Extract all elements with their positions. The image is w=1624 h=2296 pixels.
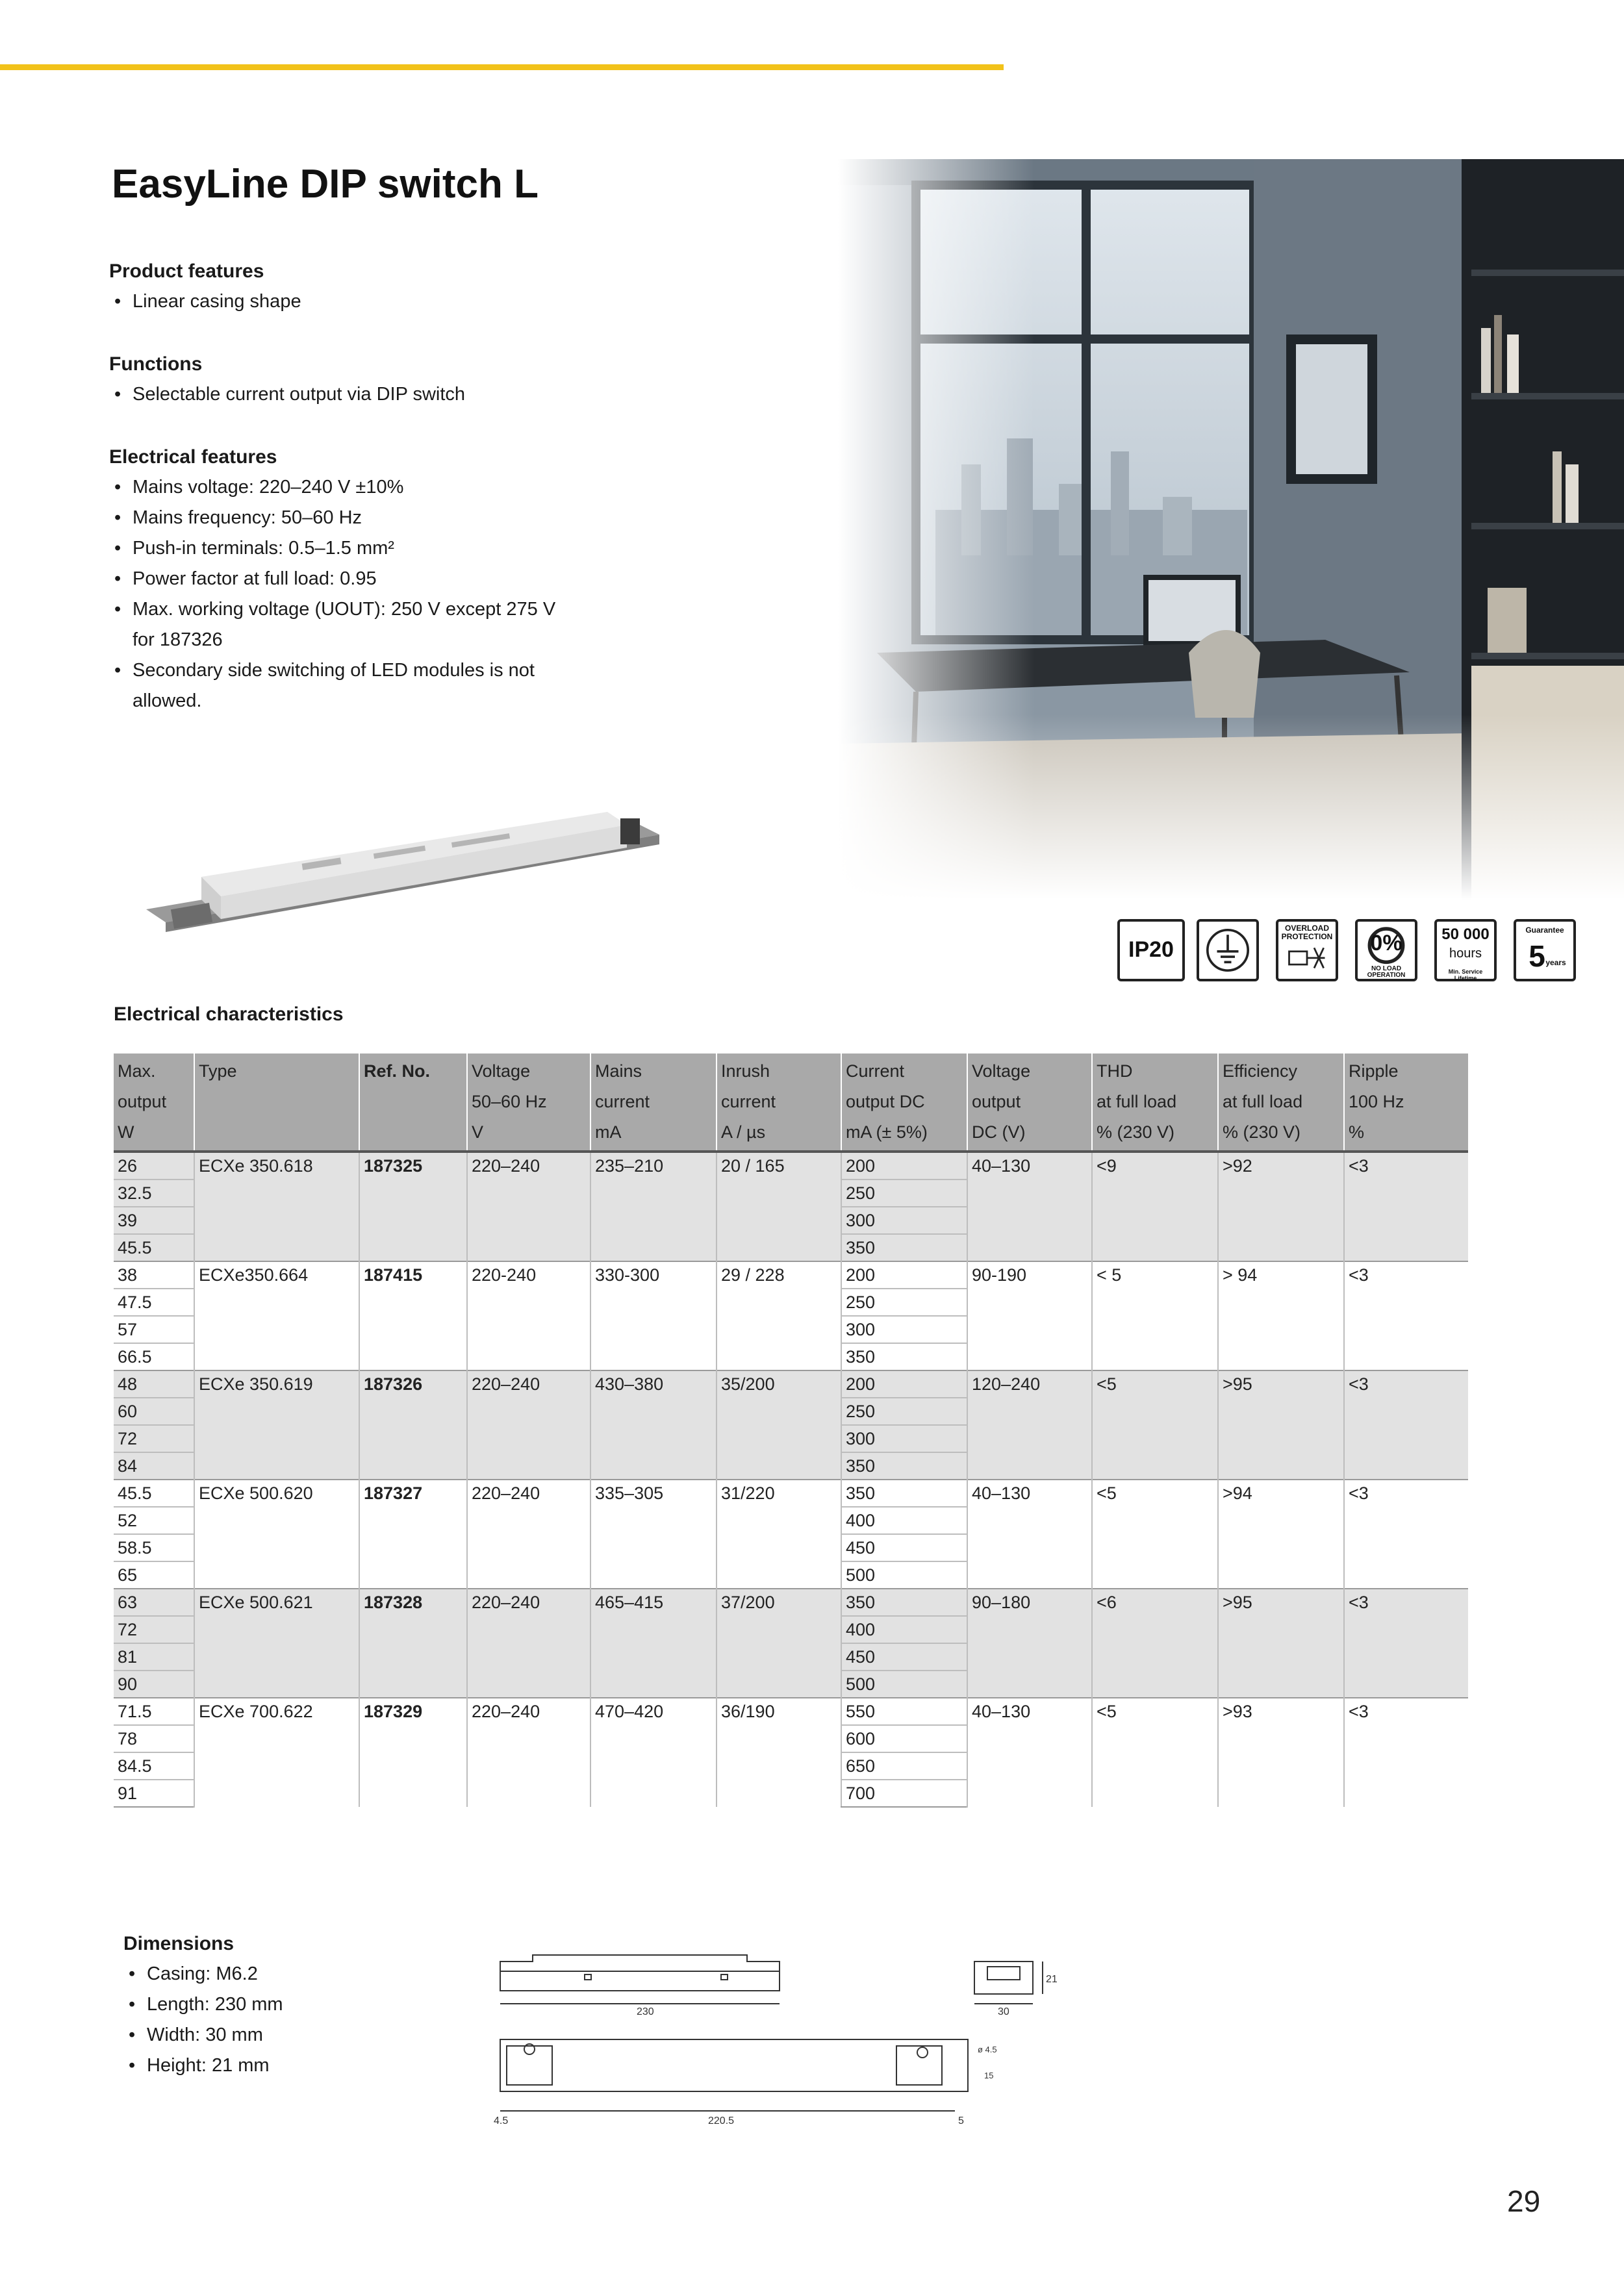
feature-heading: Functions — [109, 353, 203, 375]
voltage-output-cell: 40–130 — [967, 1480, 1092, 1589]
column-header-line: Efficiency — [1223, 1061, 1298, 1081]
voltage-cell: 220–240 — [467, 1152, 590, 1261]
voltage-cell: 220–240 — [467, 1589, 590, 1698]
max-output-cell: 45.5 — [114, 1234, 194, 1261]
ripple-cell: <3 — [1344, 1698, 1468, 1807]
max-output-cell: 58.5 — [114, 1534, 194, 1561]
column-header-line: Type — [199, 1061, 237, 1081]
current-output-cell: 300 — [841, 1425, 967, 1452]
thd-cell: <5 — [1092, 1698, 1218, 1807]
dim-left-offset: 4.5 — [494, 2115, 509, 2126]
mains-current-cell: 335–305 — [590, 1480, 717, 1589]
dim-hole: ø 4.5 — [978, 2045, 997, 2054]
lifetime-note: Min. Service Lifetime — [1448, 968, 1483, 981]
column-header-line: THD — [1097, 1061, 1133, 1081]
table-row — [114, 1589, 1468, 1616]
column-header — [717, 1053, 841, 1152]
ref-number-cell: 187329 — [359, 1698, 467, 1807]
max-output-cell: 81 — [114, 1643, 194, 1671]
column-header-line: mA (± 5%) — [846, 1122, 928, 1142]
feature-item: • Push-in terminals: 0.5–1.5 mm² — [109, 533, 564, 564]
page-number: 29 — [1507, 2184, 1541, 2218]
max-output-cell: 48 — [114, 1370, 194, 1398]
ref-number-cell: 187415 — [359, 1261, 467, 1370]
feature-item: • Secondary side switching of LED modules is not allowed. — [109, 655, 564, 716]
column-header-line: Ripple — [1349, 1061, 1399, 1081]
feature-items — [109, 286, 564, 317]
service-lifetime-icon — [1434, 919, 1497, 981]
column-header-line: % (230 V) — [1223, 1122, 1301, 1142]
column-header — [114, 1053, 194, 1152]
dimension-item: • Length: 230 mm — [123, 1989, 283, 2020]
overload-label-2: PROTECTION — [1281, 932, 1333, 941]
column-header-line: Inrush — [721, 1061, 770, 1081]
max-output-cell: 65 — [114, 1561, 194, 1589]
feature-list — [109, 257, 564, 749]
mains-current-cell: 235–210 — [590, 1152, 717, 1261]
column-header-line: Ref. No. — [364, 1061, 431, 1081]
column-header-line: W — [118, 1122, 134, 1142]
column-header — [590, 1053, 717, 1152]
type-cell: ECXe 500.621 — [194, 1589, 359, 1698]
voltage-output-cell: 40–130 — [967, 1698, 1092, 1807]
current-output-cell: 350 — [841, 1452, 967, 1480]
dim-mount: 220.5 — [708, 2115, 735, 2126]
voltage-cell: 220–240 — [467, 1480, 590, 1589]
current-output-cell: 250 — [841, 1289, 967, 1316]
column-header — [194, 1053, 359, 1152]
feature-heading: Product features — [109, 260, 264, 282]
efficiency-cell: > 94 — [1218, 1261, 1344, 1370]
overload-protection-icon — [1276, 919, 1338, 981]
earth-ground-icon — [1197, 919, 1259, 981]
max-output-cell: 90 — [114, 1671, 194, 1698]
column-header-line: Voltage — [972, 1061, 1031, 1081]
ripple-cell: <3 — [1344, 1480, 1468, 1589]
column-header-line: output DC — [846, 1092, 925, 1111]
column-header-line: mA — [595, 1122, 622, 1142]
type-cell: ECXe350.664 — [194, 1261, 359, 1370]
ripple-cell: <3 — [1344, 1152, 1468, 1261]
thd-cell: <9 — [1092, 1152, 1218, 1261]
max-output-cell: 84 — [114, 1452, 194, 1480]
type-cell: ECXe 500.620 — [194, 1480, 359, 1589]
lifetime-value: 50 000 — [1441, 926, 1490, 943]
inrush-current-cell: 36/190 — [717, 1698, 841, 1807]
mains-current-cell: 430–380 — [590, 1370, 717, 1480]
inrush-current-cell: 35/200 — [717, 1370, 841, 1480]
feature-item: • Selectable current output via DIP switch — [109, 379, 564, 410]
current-output-cell: 700 — [841, 1780, 967, 1807]
dim-height: 21 — [1046, 1974, 1058, 1985]
mains-current-cell: 470–420 — [590, 1698, 717, 1807]
voltage-output-cell: 90-190 — [967, 1261, 1092, 1370]
dim-side: 15 — [984, 2071, 994, 2080]
inrush-current-cell: 20 / 165 — [717, 1152, 841, 1261]
column-header-line: at full load — [1097, 1092, 1177, 1111]
electrical-characteristics-title: Electrical characteristics — [114, 1003, 344, 1025]
voltage-cell: 220-240 — [467, 1261, 590, 1370]
voltage-output-cell: 40–130 — [967, 1152, 1092, 1261]
max-output-cell: 66.5 — [114, 1343, 194, 1370]
dimension-item: • Casing: M6.2 — [123, 1959, 283, 1989]
dimension-item: • Width: 30 mm — [123, 2020, 283, 2050]
ip20-icon — [1117, 919, 1185, 981]
inrush-current-cell: 37/200 — [717, 1589, 841, 1698]
thd-cell: <5 — [1092, 1370, 1218, 1480]
table-header-row — [114, 1053, 1468, 1152]
efficiency-cell: >93 — [1218, 1698, 1344, 1807]
max-output-cell: 78 — [114, 1725, 194, 1752]
voltage-output-cell: 90–180 — [967, 1589, 1092, 1698]
current-output-cell: 650 — [841, 1752, 967, 1780]
dimension-item: • Height: 21 mm — [123, 2050, 283, 2081]
guarantee-icon — [1514, 919, 1576, 981]
current-output-cell: 400 — [841, 1507, 967, 1534]
current-output-cell: 250 — [841, 1398, 967, 1425]
current-output-cell: 350 — [841, 1343, 967, 1370]
dimensions-list — [123, 1959, 283, 2081]
accent-bar — [0, 64, 1004, 70]
dim-length: 230 — [637, 2006, 654, 2017]
column-header — [1218, 1053, 1344, 1152]
current-output-cell: 350 — [841, 1234, 967, 1261]
efficiency-cell: >92 — [1218, 1152, 1344, 1261]
dimensions-section — [123, 1929, 283, 2081]
ref-number-cell: 187328 — [359, 1589, 467, 1698]
feature-items — [109, 379, 564, 410]
lifetime-unit: hours — [1449, 946, 1482, 961]
max-output-cell: 91 — [114, 1780, 194, 1807]
page-title: EasyLine DIP switch L — [112, 162, 539, 207]
column-header-line: V — [472, 1122, 484, 1142]
column-header-line: Max. — [118, 1061, 156, 1081]
mains-current-cell: 465–415 — [590, 1589, 717, 1698]
current-output-cell: 500 — [841, 1671, 967, 1698]
overload-label-1: OVERLOAD — [1284, 924, 1329, 933]
current-output-cell: 200 — [841, 1152, 967, 1180]
efficiency-cell: >94 — [1218, 1480, 1344, 1589]
column-header-line: % — [1349, 1122, 1365, 1142]
max-output-cell: 45.5 — [114, 1480, 194, 1507]
ripple-cell: <3 — [1344, 1261, 1468, 1370]
thd-cell: <5 — [1092, 1480, 1218, 1589]
max-output-cell: 57 — [114, 1316, 194, 1343]
current-output-cell: 250 — [841, 1180, 967, 1207]
column-header-line: 50–60 Hz — [472, 1092, 547, 1111]
thd-cell: < 5 — [1092, 1261, 1218, 1370]
mains-current-cell: 330-300 — [590, 1261, 717, 1370]
ripple-cell: <3 — [1344, 1589, 1468, 1698]
office-photo — [838, 159, 1624, 900]
driver-product-image — [140, 799, 672, 961]
column-header-line: A / µs — [721, 1122, 766, 1142]
max-output-cell: 39 — [114, 1207, 194, 1234]
voltage-cell: 220–240 — [467, 1698, 590, 1807]
max-output-cell: 72 — [114, 1616, 194, 1643]
column-header-line: 100 Hz — [1349, 1092, 1404, 1111]
table-row — [114, 1370, 1468, 1398]
max-output-cell: 71.5 — [114, 1698, 194, 1725]
table-row — [114, 1152, 1468, 1180]
column-header-line: Mains — [595, 1061, 642, 1081]
column-header-line: current — [595, 1092, 650, 1111]
efficiency-cell: >95 — [1218, 1589, 1344, 1698]
inrush-current-cell: 31/220 — [717, 1480, 841, 1589]
dim-right-offset: 5 — [958, 2115, 964, 2126]
column-header — [967, 1053, 1092, 1152]
column-header — [359, 1053, 467, 1152]
current-output-cell: 350 — [841, 1480, 967, 1507]
column-header — [1092, 1053, 1218, 1152]
max-output-cell: 63 — [114, 1589, 194, 1616]
current-output-cell: 300 — [841, 1207, 967, 1234]
table-row — [114, 1261, 1468, 1289]
max-output-cell: 32.5 — [114, 1180, 194, 1207]
type-cell: ECXe 700.622 — [194, 1698, 359, 1807]
type-cell: ECXe 350.619 — [194, 1370, 359, 1480]
max-output-cell: 72 — [114, 1425, 194, 1452]
feature-items — [109, 472, 564, 716]
column-header-line: Voltage — [472, 1061, 531, 1081]
electrical-characteristics-table — [114, 1053, 1468, 1808]
voltage-output-cell: 120–240 — [967, 1370, 1092, 1480]
current-output-cell: 200 — [841, 1261, 967, 1289]
current-output-cell: 200 — [841, 1370, 967, 1398]
guarantee-unit: years — [1545, 958, 1566, 967]
current-output-cell: 550 — [841, 1698, 967, 1725]
table-body — [114, 1152, 1468, 1807]
no-load-value: 0% — [1370, 931, 1402, 955]
column-header-line: at full load — [1223, 1092, 1303, 1111]
column-header-line: DC (V) — [972, 1122, 1026, 1142]
current-output-cell: 300 — [841, 1316, 967, 1343]
current-output-cell: 450 — [841, 1534, 967, 1561]
ip-rating: IP20 — [1128, 937, 1174, 962]
voltage-cell: 220–240 — [467, 1370, 590, 1480]
max-output-cell: 38 — [114, 1261, 194, 1289]
dim-width: 30 — [998, 2006, 1009, 2017]
type-cell: ECXe 350.618 — [194, 1152, 359, 1261]
inrush-current-cell: 29 / 228 — [717, 1261, 841, 1370]
efficiency-cell: >95 — [1218, 1370, 1344, 1480]
column-header — [1344, 1053, 1468, 1152]
ref-number-cell: 187325 — [359, 1152, 467, 1261]
current-output-cell: 400 — [841, 1616, 967, 1643]
max-output-cell: 84.5 — [114, 1752, 194, 1780]
feature-item: • Max. working voltage (UOUT): 250 V except 275 V for 187326 — [109, 594, 564, 655]
current-output-cell: 600 — [841, 1725, 967, 1752]
column-header-line: output — [118, 1092, 167, 1111]
ref-number-cell: 187327 — [359, 1480, 467, 1589]
max-output-cell: 52 — [114, 1507, 194, 1534]
column-header-line: % (230 V) — [1097, 1122, 1175, 1142]
column-header-line: current — [721, 1092, 776, 1111]
current-output-cell: 450 — [841, 1643, 967, 1671]
max-output-cell: 26 — [114, 1152, 194, 1180]
feature-item: • Mains frequency: 50–60 Hz — [109, 503, 564, 533]
dimensions-title: Dimensions — [123, 1933, 235, 1954]
feature-heading: Electrical features — [109, 446, 277, 468]
ripple-cell: <3 — [1344, 1370, 1468, 1480]
column-header — [841, 1053, 967, 1152]
dimension-drawing — [474, 1942, 1059, 2137]
guarantee-value: 5 — [1529, 939, 1545, 973]
table-row — [114, 1480, 1468, 1507]
no-load-label-2: OPERATION — [1367, 972, 1406, 979]
current-output-cell: 500 — [841, 1561, 967, 1589]
ref-number-cell: 187326 — [359, 1370, 467, 1480]
column-header-line: Current — [846, 1061, 905, 1081]
no-load-operation-icon — [1355, 919, 1417, 981]
thd-cell: <6 — [1092, 1589, 1218, 1698]
column-header — [467, 1053, 590, 1152]
current-output-cell: 350 — [841, 1589, 967, 1616]
feature-item: • Linear casing shape — [109, 286, 564, 317]
feature-item: • Mains voltage: 220–240 V ±10% — [109, 472, 564, 503]
column-header-line: output — [972, 1092, 1021, 1111]
feature-item: • Power factor at full load: 0.95 — [109, 564, 564, 594]
no-load-label-1: NO LOAD — [1371, 965, 1402, 972]
max-output-cell: 47.5 — [114, 1289, 194, 1316]
table-row — [114, 1698, 1468, 1725]
guarantee-label: Guarantee — [1525, 926, 1564, 935]
max-output-cell: 60 — [114, 1398, 194, 1425]
